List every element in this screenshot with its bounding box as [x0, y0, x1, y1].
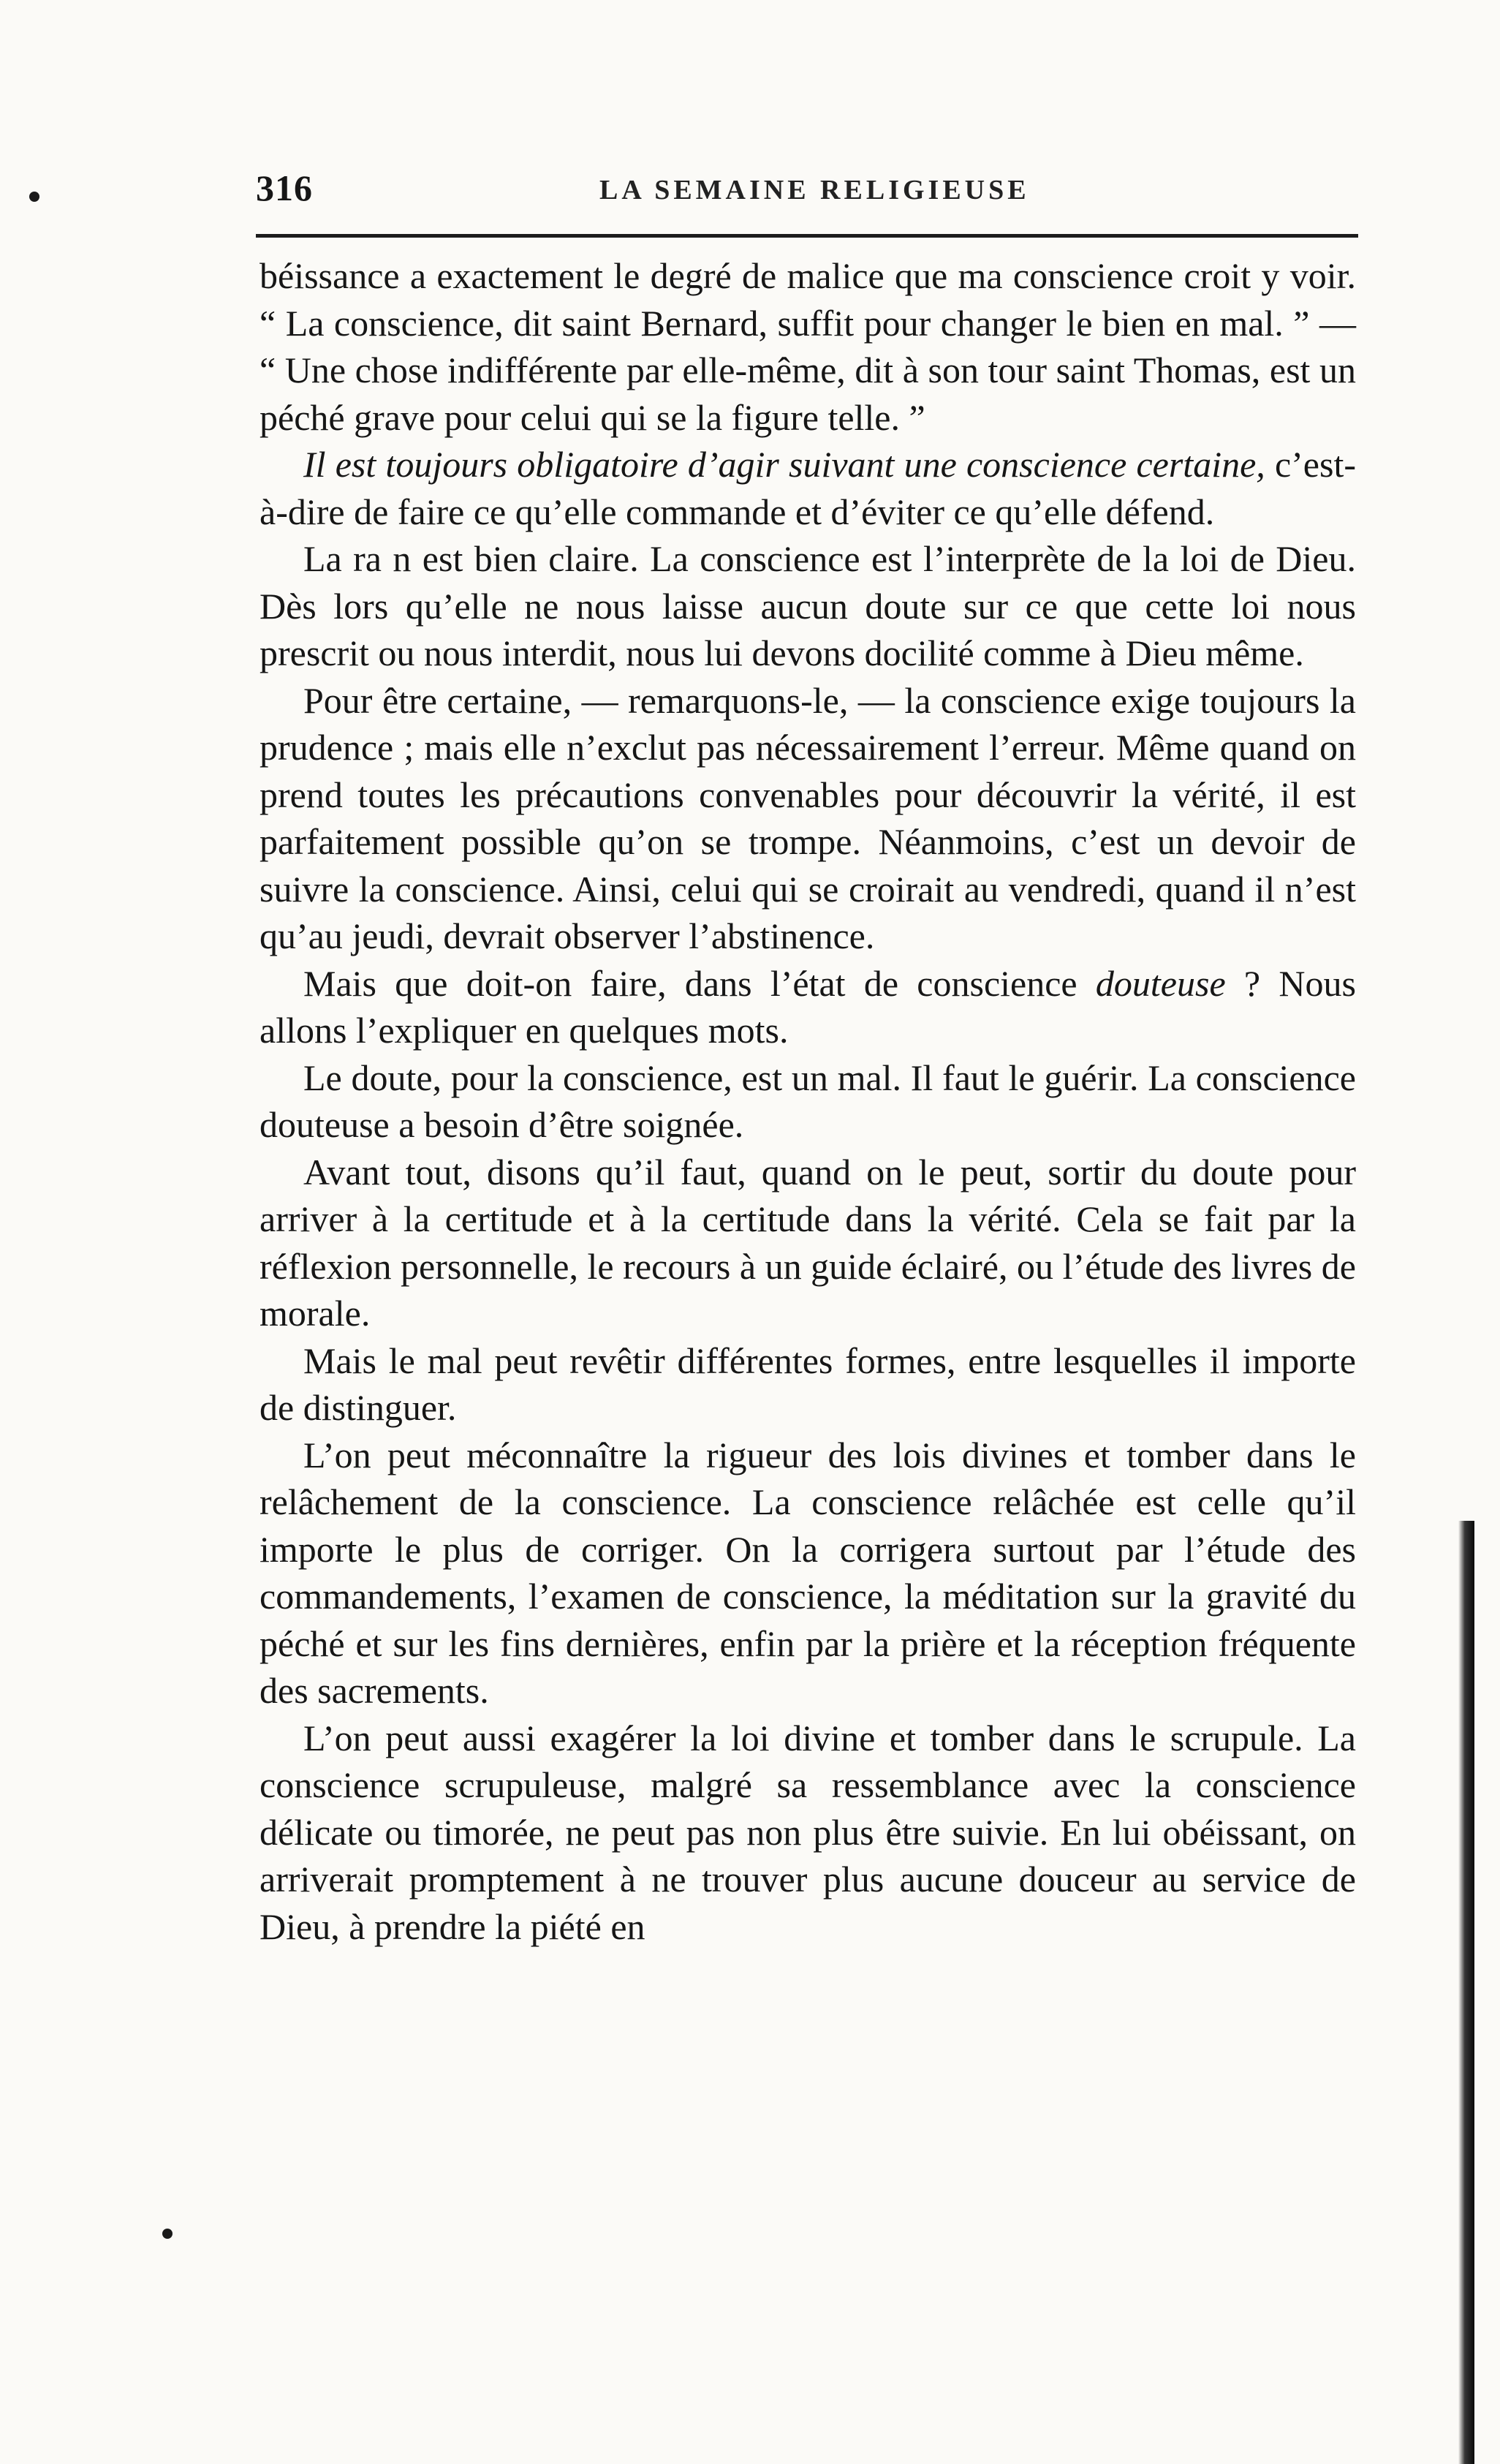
- text-segment: La ra n est bien claire. La conscience est l’interprète de la loi de Dieu. Dès lors qu’elle ne nous laisse aucun doute sur ce que cette loi nous prescrit ou nous interdit, nous lui devons docilité comme à Dieu même.: [260, 538, 1356, 673]
- paragraph: [260, 677, 1356, 960]
- text-segment: Pour être certaine, — remarquons-le, — la conscience exige toujours la prudence ; mais elle n’exclut pas nécessairement l’erreur. Même quand on prend toutes les précautions convenables pour découvrir la vérité, il est parfaitement possible qu’on se trompe. Néanmoins, c’est un devoir de suivre la conscience. Ainsi, celui qui se croirait au vendredi, quand il n’est qu’au jeudi, devrait observer l’abstinence.: [260, 679, 1356, 956]
- text-segment: ? Nous allons l’expliquer en quelques mots.: [260, 962, 1356, 1051]
- running-title: LA SEMAINE RELIGIEUSE: [599, 175, 1030, 205]
- italic-text: Il est toujours obligatoire d’agir suivant une conscience certaine,: [303, 444, 1265, 485]
- paragraph: [260, 960, 1356, 1054]
- paragraph: [260, 1337, 1356, 1432]
- text-segment: béissance a exactement le degré de malice que ma conscience croit y voir. “ La conscience, dit saint Bernard, suffit pour changer le bien en mal. ” — “ Une chose indifférente par elle-même, dit à son tour saint Thomas, est un péché grave pour celui qui se la figure telle. ”: [260, 255, 1356, 438]
- text-segment: L’on peut aussi exagérer la loi divine et tomber dans le scrupule. La conscience scrupuleuse, malgré sa ressemblance avec la conscience délicate ou timorée, ne peut pas non plus être suivie. En lui obéissant, on arriverait promptement à ne trouver plus aucune douceur au service de Dieu, à prendre la piété en: [260, 1717, 1356, 1947]
- paragraph: [260, 1432, 1356, 1715]
- paragraph: [260, 1715, 1356, 1951]
- text-segment: L’on peut méconnaître la rigueur des lois divines et tomber dans le relâchement de la conscience. La conscience relâchée est celle qu’il importe le plus de corriger. On la corrigera surtout par l’étude des commandements, l’examen de conscience, la méditation sur la gravité du péché et sur les fins dernières, enfin par la prière et la réception fréquente des sacrements.: [260, 1434, 1356, 1711]
- text-segment: Le doute, pour la conscience, est un mal. Il faut le guérir. La conscience douteuse a besoin d’être soignée.: [260, 1057, 1356, 1145]
- header-rule: [256, 234, 1358, 238]
- text-segment: c’est-à-dire de faire ce qu’elle commande et d’éviter ce qu’elle défend.: [260, 444, 1356, 532]
- paragraph: [260, 535, 1356, 677]
- text-segment: Avant tout, disons qu’il faut, quand on le peut, sortir du doute pour arriver à la certitude et à la certitude dans la vérité. Cela se fait par la réflexion personnelle, le recours à un guide éclairé, ou l’étude des livres de morale.: [260, 1151, 1356, 1334]
- text-segment: Mais le mal peut revêtir différentes formes, entre lesquelles il importe de distinguer.: [260, 1339, 1356, 1428]
- body-text: [260, 252, 1356, 1950]
- margin-dot: [29, 192, 39, 202]
- page-number: 316: [256, 167, 313, 208]
- margin-dot: [162, 2229, 173, 2239]
- paragraph: [260, 252, 1356, 441]
- paragraph: [260, 441, 1356, 535]
- page-header: [256, 167, 1356, 218]
- paragraph: [260, 1054, 1356, 1149]
- binding-edge: [1458, 1521, 1474, 2464]
- italic-text: douteuse: [1095, 962, 1226, 1004]
- text-segment: Mais que doit-on faire, dans l’état de conscience: [303, 962, 1096, 1004]
- paragraph: [260, 1149, 1356, 1337]
